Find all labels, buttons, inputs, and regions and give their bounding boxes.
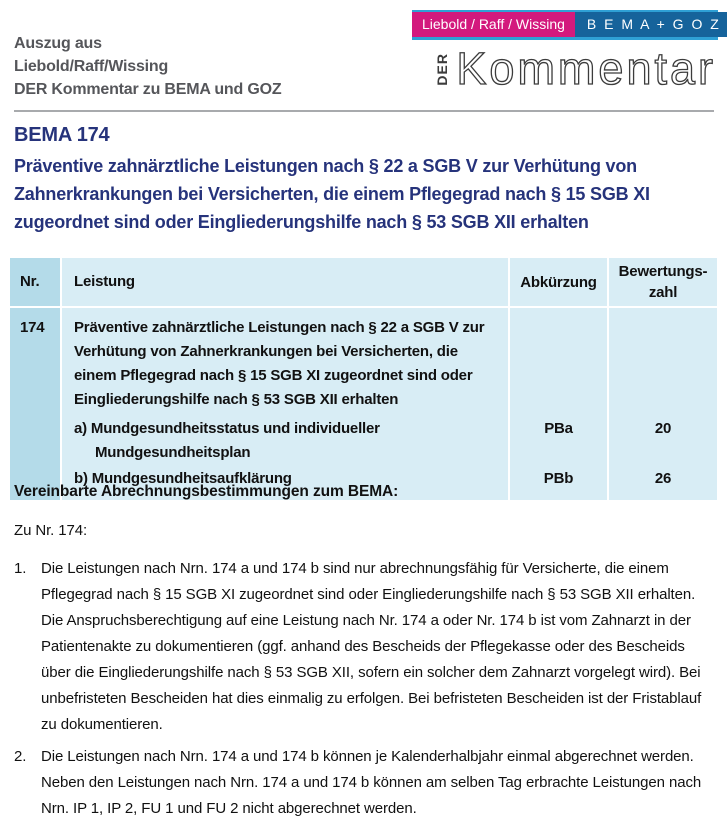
excerpt-line-1: Auszug aus <box>14 35 102 52</box>
cell-service-number: 174 <box>10 308 60 500</box>
sub-item-a-label: Mundgesundheitsstatus und individueller Mundgesundheitsplan <box>90 420 380 461</box>
provisions-subheading: Zu Nr. 174: <box>14 522 88 539</box>
logo-kommentar-text: Kommentar <box>456 43 716 94</box>
logo-der-text: DER <box>434 52 451 86</box>
provision-item-1 <box>14 556 715 738</box>
fee-table <box>10 258 717 500</box>
cell-abbreviation-pbb: PBb <box>510 466 607 500</box>
logo-authors-badge: Liebold / Raff / Wissing <box>412 12 575 37</box>
excerpt-line-3: DER Kommentar zu BEMA und GOZ <box>14 81 282 98</box>
sub-item-b-label: Mundgesundheitsaufklärung <box>91 470 292 487</box>
excerpt-line-2: Liebold/Raff/Wissing <box>14 58 169 75</box>
column-header-leistung: Leistung <box>62 258 508 308</box>
logo-bema-goz-badge: B E M A + G O Z <box>575 12 727 37</box>
provisions-heading: Vereinbarte Abrechnungsbestimmungen zum BEMA: <box>14 483 399 500</box>
cell-sub-item-a <box>62 416 508 466</box>
cell-service-description: Präventive zahnärztliche Leistungen nach § 22 a SGB V zur Verhütung von Zahnerkrankungen bei Versicherten, die einem Pflegegrad nach § 15 SGB XI zugeordnet sind oder Eingliederungshilfe nach § 53 SGB XII erhalten <box>62 308 508 416</box>
logo-wordmark <box>412 43 718 94</box>
header-divider <box>14 110 714 112</box>
billing-provisions-section <box>14 479 715 828</box>
publisher-logo <box>412 10 721 94</box>
sub-item-a-text <box>74 417 500 465</box>
logo-strip <box>412 10 721 40</box>
cell-score-pbb: 26 <box>609 466 717 500</box>
excerpt-block <box>14 32 281 101</box>
column-header-bewertungszahl: Bewertungs-zahl <box>609 258 717 308</box>
provision-item-2-text: Die Leistungen nach Nrn. 174 a und 174 b können je Kalenderhalbjahr einmal abgerechnet werden. Neben den Leistungen nach Nrn. 174 a und 174 b können am selben Tag erbrachte Leistungen nach Nrn. IP 1, IP 2, FU 1 und FU 2 nicht abgerechnet werden. <box>41 748 702 817</box>
cell-score-pba: 20 <box>609 416 717 466</box>
cell-score-empty <box>609 308 717 416</box>
sub-item-a-marker: a) <box>74 420 87 437</box>
cell-abbreviation-empty <box>510 308 607 416</box>
provision-item-2-number: 2. <box>14 748 27 765</box>
cell-abbreviation-pba: PBa <box>510 416 607 466</box>
column-header-abkuerzung: Abkürzung <box>510 258 607 308</box>
page-subtitle: Präventive zahnärztliche Leistungen nach § 22 a SGB V zur Verhütung von Zahnerkrankungen bei Versicherten, die einem Pflegegrad nach § 15 SGB XI zugeordnet sind oder Eingliederungshilfe nach § 53 SGB XII erhalten <box>14 156 650 232</box>
provision-item-1-number: 1. <box>14 560 27 577</box>
provision-item-1-text: Die Leistungen nach Nrn. 174 a und 174 b sind nur abrechnungsfähig für Versicherte, die einem Pflegegrad nach § 15 SGB XI zugeordnet sind oder Eingliederungshilfe nach § 53 SGB XII erhalten. Die Anspruchsberechtigung auf eine Leistung nach Nr. 174 a oder Nr. 174 b ist vom Zahnarzt in der Patientenakte zu dokumentieren (ggf. anhand des Bescheids der Pflegekasse oder des Bescheids über die Eingliederungshilfe nach § 53 SGB XII, sofern ein solcher dem Zahnarzt vorgelegt wird). Bei unbefristeten Bescheiden hat dies einmalig zu erfolgen. Bei befristeten Bescheiden ist der Fristablauf zu dokumentieren. <box>41 560 702 733</box>
provision-item-2 <box>14 744 715 822</box>
column-header-nr: Nr. <box>10 258 60 308</box>
sub-item-b-marker: b) <box>74 470 88 487</box>
page-title: BEMA 174 <box>14 124 110 146</box>
